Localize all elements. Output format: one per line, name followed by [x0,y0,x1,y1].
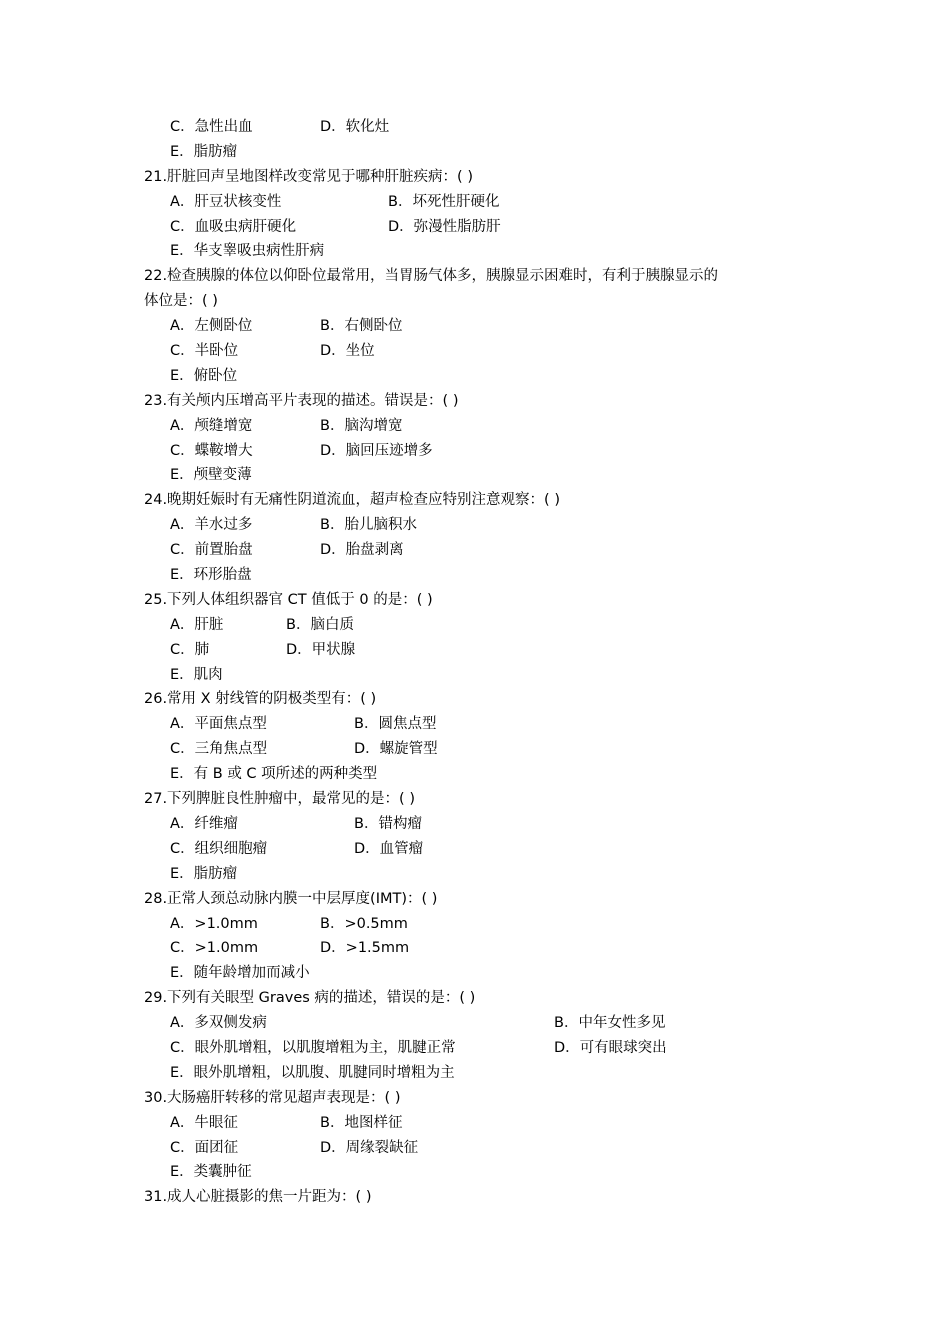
option-row [144,239,824,264]
answer-option: A．纤维瘤 [170,815,238,832]
answer-option: D．胎盘剥离 [320,542,404,559]
answer-option: B．右侧卧位 [320,318,403,335]
question-stem: 22.检查胰腺的体位以仰卧位最常用，当胃肠气体多，胰腺显示困难时，有利于胰腺显示的 [144,268,719,285]
answer-option: C．急性出血 [170,119,253,135]
option-row [144,737,824,762]
option-row [144,140,824,165]
question-stem: 30.大肠癌肝转移的常见超声表现是：( ) [144,1089,401,1106]
answer-option: E．华支睾吸虫病性肝病 [170,243,325,260]
option-row [144,190,824,215]
answer-option: D．螺旋管型 [354,741,438,758]
option-row [144,1136,824,1161]
option-row [144,1061,824,1086]
answer-option: C．>1.0mm [170,940,259,957]
question-stem: 25.下列人体组织器官 CT 值低于 0 的是：( ) [144,591,433,608]
option-row [144,339,824,364]
option-row [144,762,824,787]
option-row [144,961,824,986]
option-row [144,663,824,688]
question-stem: 31.成人心脏摄影的焦一片距为：( ) [144,1189,372,1206]
answer-option: E．脂肪瘤 [170,143,238,160]
answer-option: B．错构瘤 [354,815,422,832]
answer-option: E．脂肪瘤 [170,865,238,882]
answer-option: C．前置胎盘 [170,542,253,559]
option-row [144,837,824,862]
option-row [144,115,824,140]
answer-option: B．地图样征 [320,1114,403,1131]
question-stem: 29.下列有关眼型 Graves 病的描述，错误的是：( ) [144,990,476,1007]
option-row [144,638,824,663]
option-row [144,1111,824,1136]
answer-option: E．眼外肌增粗，以肌腹、肌腱同时增粗为主 [170,1064,455,1081]
answer-option: C．眼外肌增粗，以肌腹增粗为主，肌腱正常 [170,1039,456,1056]
answer-option: E．类囊肿征 [170,1164,252,1181]
answer-option: B．胎儿脑积水 [320,517,417,534]
answer-option: A．多双侧发病 [170,1015,267,1032]
answer-option: E．俯卧位 [170,367,238,384]
option-row [144,912,824,937]
question-stem: 21.肝脏回声呈地图样改变常见于哪种肝脏疾病：( ) [144,168,473,185]
answer-option: A．左侧卧位 [170,318,253,335]
answer-option: E．颅壁变薄 [170,467,252,484]
answer-option: A．平面焦点型 [170,716,267,733]
answer-option: D．弥漫性脂肪肝 [388,218,501,235]
option-row [144,1160,824,1185]
answer-option: D．>1.5mm [320,940,410,957]
answer-option: B．圆焦点型 [354,716,437,733]
answer-option: B．坏死性肝硬化 [388,193,500,210]
answer-option: C．半卧位 [170,343,239,360]
option-row [144,414,824,439]
option-row [144,538,824,563]
option-row [144,812,824,837]
answer-option: E．环形胎盘 [170,567,252,584]
question-stem: 26.常用 X 射线管的阴极类型有：( ) [144,691,377,708]
option-row [144,1036,824,1061]
question-list [144,115,824,1210]
answer-option: E．有 B 或 C 项所述的两种类型 [170,766,378,783]
answer-option: D．坐位 [320,343,375,360]
question-stem-continuation: 体位是：( ) [144,293,218,310]
option-row [144,712,824,737]
answer-option: B．>0.5mm [320,915,408,932]
answer-option: A．肝豆状核变性 [170,193,282,210]
answer-option: E．随年龄增加而减小 [170,965,310,982]
answer-option: B．脑白质 [286,616,354,633]
answer-option: A．羊水过多 [170,517,253,534]
answer-option: A．>1.0mm [170,915,258,932]
answer-option: D．软化灶 [320,119,390,135]
option-row [144,1011,824,1036]
answer-option: A．肝脏 [170,616,224,633]
answer-option: D．血管瘤 [354,840,424,857]
answer-option: B．中年女性多见 [554,1015,666,1032]
answer-option: C．肺 [170,641,210,658]
answer-option: C．三角焦点型 [170,741,268,758]
answer-option: C．组织细胞瘤 [170,840,268,857]
question-stem: 28.正常人颈总动脉内膜一中层厚度(IMT)：( ) [144,890,438,907]
answer-option: E．肌肉 [170,666,223,683]
option-row [144,936,824,961]
answer-option: C．蝶鞍增大 [170,442,253,459]
answer-option: A．颅缝增宽 [170,417,253,434]
answer-option: D．脑回压迹增多 [320,442,433,459]
option-row [144,513,824,538]
question-stem: 23.有关颅内压增高平片表现的描述。错误是：( ) [144,392,459,409]
answer-option: D．甲状腺 [286,641,356,658]
option-row [144,613,824,638]
question-stem: 24.晚期妊娠时有无痛性阴道流血，超声检查应特别注意观察：( ) [144,492,560,509]
answer-option: B．脑沟增宽 [320,417,403,434]
option-row [144,364,824,389]
question-stem: 27.下列脾脏良性肿瘤中，最常见的是：( ) [144,791,415,808]
option-row [144,314,824,339]
option-row [144,563,824,588]
answer-option: A．牛眼征 [170,1114,238,1131]
answer-option: D．周缘裂缺征 [320,1139,419,1156]
option-row [144,439,824,464]
option-row [144,862,824,887]
option-row [144,463,824,488]
answer-option: D．可有眼球突出 [554,1039,667,1056]
answer-option: C．血吸虫病肝硬化 [170,218,297,235]
answer-option: C．面团征 [170,1139,239,1156]
option-row [144,215,824,240]
